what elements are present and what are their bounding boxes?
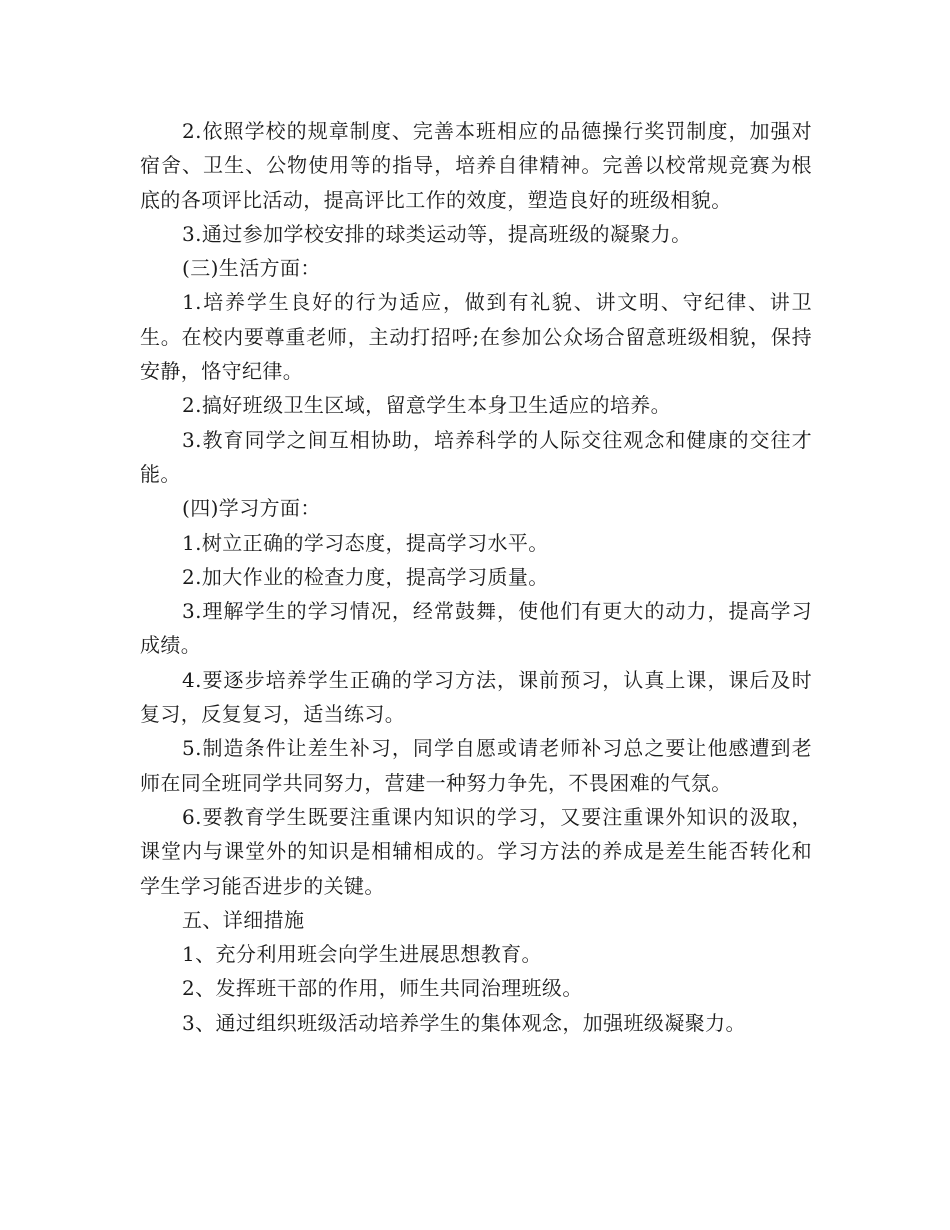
paragraph-hygiene-area: 2.搞好班级卫生区域，留意学生本身卫生适应的培养。 xyxy=(182,393,672,418)
paragraph-class-activities: 3、通过组织班级活动培养学生的集体观念，加强班级凝聚力。 xyxy=(182,1010,746,1035)
paragraph-study-methods: 4.要逐步培养学生正确的学习方法，课前预习，认真上课，课后及时复习，反复复习，适当练习。 xyxy=(140,667,812,727)
paragraph-class-meeting: 1、充分利用班会向学生进展思想教育。 xyxy=(182,942,542,967)
section-heading-life: (三)生活方面： xyxy=(182,256,321,281)
paragraph-homework-check: 2.加大作业的检查力度，提高学习质量。 xyxy=(182,564,549,589)
section-heading-measures: 五、详细措施 xyxy=(182,907,305,932)
paragraph-study-attitude: 1.树立正确的学习态度，提高学习水平。 xyxy=(182,530,549,555)
paragraph-ball-sports: 3.通过参加学校安排的球类运动等，提高班级的凝聚力。 xyxy=(182,221,692,246)
paragraph-mutual-help: 3.教育同学之间互相协助，培养科学的人际交往观念和健康的交往才能。 xyxy=(140,427,812,486)
section-heading-study: (四)学习方面： xyxy=(182,496,321,521)
paragraph-discipline-rules: 2.依照学校的规章制度、完善本班相应的品德操行奖罚制度，加强对宿舍、卫生、公物使用等的指导，培养自律精神。完善以校常规竞赛为根底的各项评比活动，提高评比工作的效度，塑造良好的班级相貌。 xyxy=(140,119,812,212)
paragraph-knowledge-balance: 6.要教育学生既要注重课内知识的学习，又要注重课外知识的汲取，课堂内与课堂外的知识是相辅相成的。学习方法的养成是差生能否转化和学生学习能否进步的关键。 xyxy=(140,804,812,898)
paragraph-behavior-habits: 1.培养学生良好的行为适应，做到有礼貌、讲文明、守纪律、讲卫生。在校内要尊重老师，主动打招呼;在参加公众场合留意班级相貌，保持安静，恪守纪律。 xyxy=(140,290,812,384)
paragraph-encouragement: 3.理解学生的学习情况，经常鼓舞，使他们有更大的动力，提高学习成绩。 xyxy=(140,599,812,658)
paragraph-class-cadres: 2、发挥班干部的作用，师生共同治理班级。 xyxy=(182,976,583,1001)
document-body xyxy=(140,114,812,1040)
paragraph-tutoring: 5.制造条件让差生补习，同学自愿或请老师补习总之要让他感遭到老师在同全班同学共同努力，营建一种努力争先，不畏困难的气氛。 xyxy=(140,736,812,795)
